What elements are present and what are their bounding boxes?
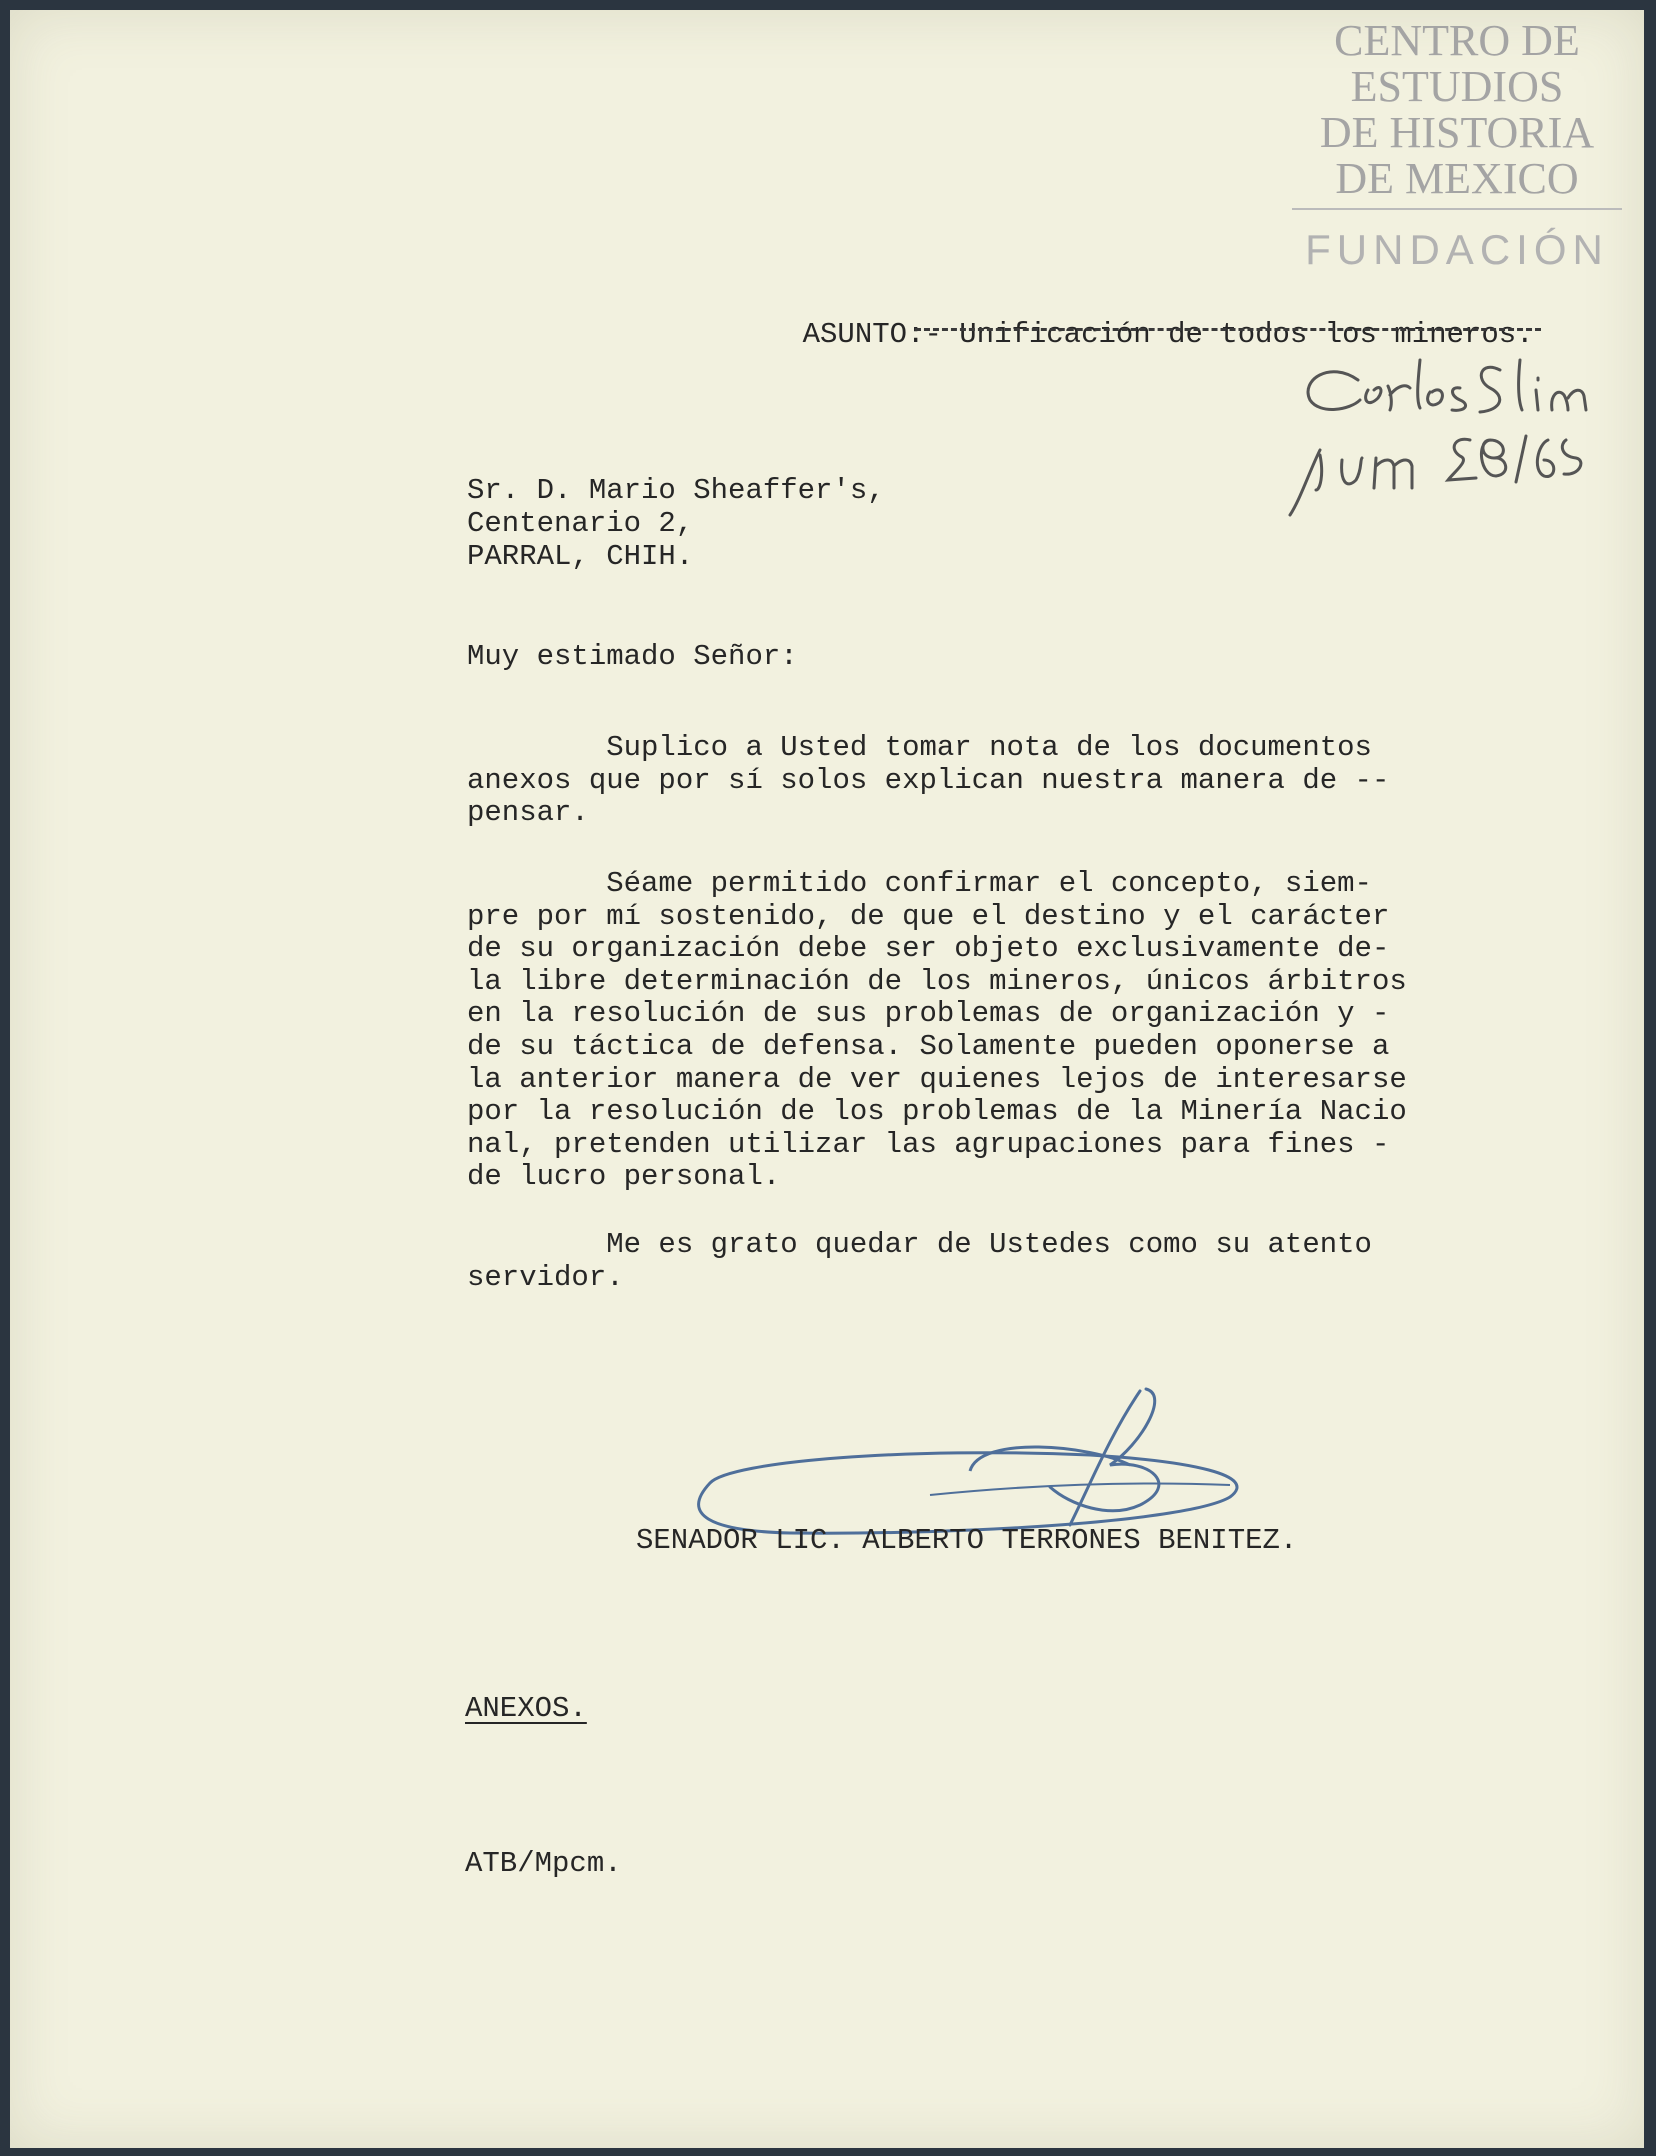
subject-label: ASUNTO:-: [802, 318, 960, 351]
text-line: servidor.: [467, 1261, 624, 1294]
text-line: de su táctica de defensa. Solamente pueden oponerse a: [467, 1030, 1390, 1063]
signatory-name: SENADOR LIC. ALBERTO TERRONES BENITEZ.: [636, 1524, 1298, 1557]
watermark-line: DE MEXICO: [1335, 154, 1579, 203]
text-line: pre por mí sostenido, de que el destino y el carácter: [467, 899, 1390, 933]
text-line: la anterior manera de ver quienes lejos de interesarse: [467, 1062, 1407, 1096]
salutation: Muy estimado Señor:: [467, 640, 798, 673]
watermark-line: DE HISTORIA: [1319, 108, 1595, 157]
text-line: Me es grato quedar de Ustedes como su atento: [467, 1228, 1372, 1261]
text-line: Suplico a Usted tomar nota de los documentos: [467, 731, 1372, 764]
text-line: anexos que por sí solos explican nuestra manera de --: [467, 763, 1390, 797]
text-line: de lucro personal.: [467, 1160, 781, 1194]
watermark-line: ESTUDIOS: [1350, 62, 1564, 111]
subject-text: Unificación de todos los mineros.: [959, 318, 1534, 351]
watermark-foundation: FUNDACIÓN: [1305, 226, 1609, 273]
recipient-name: Sr. D. Mario Sheaffer's,: [467, 474, 885, 507]
text-line: nal, pretenden utilizar las agrupaciones para fines -: [467, 1127, 1390, 1161]
paragraph-3: [467, 1228, 1372, 1360]
text-line: la libre determinación de los mineros, únicos árbitros: [467, 964, 1407, 998]
text-line: por la resolución de los problemas de la Minería Nacio: [467, 1095, 1407, 1129]
watermark-divider: [1292, 208, 1622, 210]
recipient-street: Centenario 2,: [467, 507, 694, 540]
subject-underline: [915, 328, 1541, 331]
text-line: Séame permitido confirmar el concepto, siem-: [467, 867, 1372, 900]
text-line: en la resolución de sus problemas de organización y -: [467, 997, 1390, 1031]
watermark-line: CENTRO DE: [1334, 16, 1580, 65]
annexes-label: ANEXOS.: [465, 1692, 587, 1725]
reference-initials: ATB/Mpcm.: [465, 1847, 622, 1880]
recipient-city: PARRAL, CHIH.: [467, 540, 694, 573]
subject-line: [733, 285, 1534, 384]
text-line: pensar.: [467, 796, 589, 829]
text-line: de su organización debe ser objeto exclusivamente de-: [467, 932, 1390, 966]
watermark-seal: [1292, 18, 1622, 274]
recipient-address: [467, 474, 885, 639]
document-page: [10, 10, 1644, 2148]
